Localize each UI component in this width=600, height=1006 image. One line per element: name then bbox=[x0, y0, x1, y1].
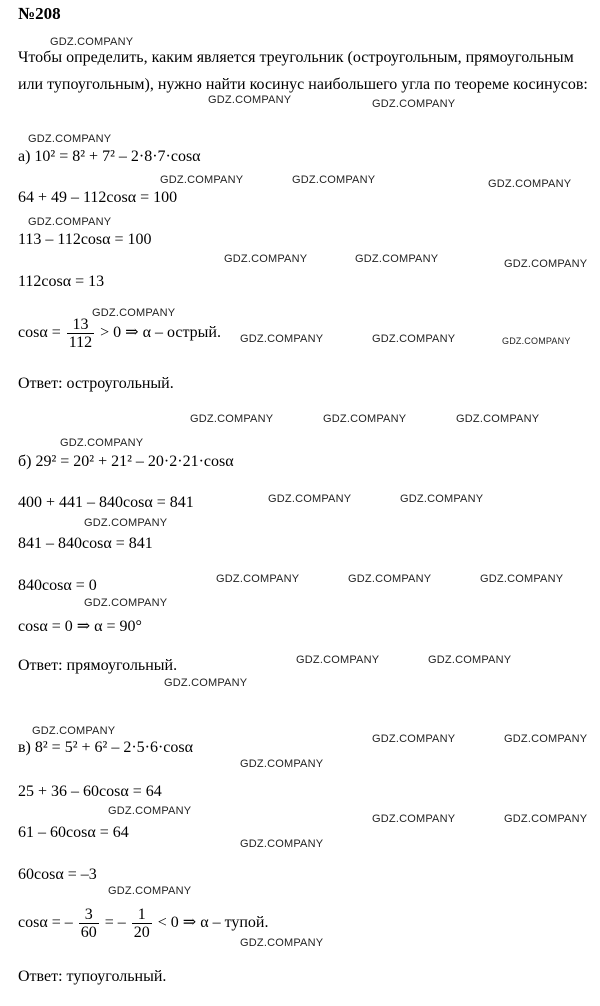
part-b-answer: Ответ: прямоугольный. bbox=[18, 657, 178, 674]
part-c-fraction-2-denominator: 20 bbox=[133, 924, 150, 941]
watermark: GDZ.COMPANY bbox=[355, 253, 439, 265]
watermark: GDZ.COMPANY bbox=[224, 253, 308, 265]
part-b-line-4: 840cosα = 0 bbox=[18, 577, 97, 594]
part-a-line-2: 64 + 49 – 112cosα = 100 bbox=[18, 189, 178, 206]
part-a-line-1: а) 10² = 8² + 7² – 2·8·7·cosα bbox=[18, 148, 201, 165]
part-c-fraction-2-numerator: 1 bbox=[132, 906, 152, 924]
watermark: GDZ.COMPANY bbox=[84, 517, 168, 529]
part-c-equals: = – bbox=[104, 914, 126, 932]
part-a-cos-prefix: cosα = bbox=[18, 324, 61, 342]
watermark: GDZ.COMPANY bbox=[240, 838, 324, 850]
watermark: GDZ.COMPANY bbox=[372, 98, 456, 110]
part-c-line-3: 61 – 60cosα = 64 bbox=[18, 824, 129, 841]
watermark: GDZ.COMPANY bbox=[240, 937, 324, 949]
watermark: GDZ.COMPANY bbox=[504, 813, 588, 825]
watermark: GDZ.COMPANY bbox=[216, 573, 300, 585]
part-c-line-4: 60cosα = –3 bbox=[18, 866, 97, 883]
part-c-line-2: 25 + 36 – 60cosα = 64 bbox=[18, 783, 162, 800]
watermark: GDZ.COMPANY bbox=[208, 94, 292, 106]
watermark: GDZ.COMPANY bbox=[240, 333, 324, 345]
part-c-fraction-1 bbox=[79, 906, 99, 941]
watermark: GDZ.COMPANY bbox=[160, 174, 244, 186]
part-a-fraction-numerator: 13 bbox=[67, 316, 94, 334]
watermark: GDZ.COMPANY bbox=[292, 174, 376, 186]
part-b-line-2: 400 + 441 – 840cosα = 841 bbox=[18, 494, 194, 511]
watermark: GDZ.COMPANY bbox=[400, 493, 484, 505]
watermark: GDZ.COMPANY bbox=[372, 733, 456, 745]
part-c-answer: Ответ: тупоугольный. bbox=[18, 968, 167, 985]
watermark: GDZ.COMPANY bbox=[92, 307, 176, 319]
watermark: GDZ.COMPANY bbox=[50, 36, 134, 48]
watermark: GDZ.COMPANY bbox=[504, 258, 588, 270]
watermark: GDZ.COMPANY bbox=[480, 573, 564, 585]
watermark: GDZ.COMPANY bbox=[28, 133, 112, 145]
watermark: GDZ.COMPANY bbox=[108, 885, 192, 897]
watermark: GDZ.COMPANY bbox=[190, 413, 274, 425]
part-b-line-3: 841 – 840cosα = 841 bbox=[18, 535, 153, 552]
part-c-line-1: в) 8² = 5² + 6² – 2·5·6·cosα bbox=[18, 739, 194, 756]
intro-paragraph: Чтобы определить, каким является треугольник (остроугольным, прямоугольным или тупоугольным), нужно найти косинус наибольшего угла по теореме косинусов: bbox=[18, 49, 588, 93]
watermark: GDZ.COMPANY bbox=[28, 216, 112, 228]
part-a-line-5 bbox=[18, 316, 221, 351]
part-c-conclusion: < 0 ⇒ α – тупой. bbox=[157, 914, 269, 932]
watermark: GDZ.COMPANY bbox=[108, 805, 192, 817]
watermark: GDZ.COMPANY bbox=[372, 813, 456, 825]
watermark: GDZ.COMPANY bbox=[372, 333, 456, 345]
part-c-fraction-2 bbox=[132, 906, 152, 941]
part-b-line-5: cosα = 0 ⇒ α = 90° bbox=[18, 618, 142, 635]
problem-number: №208 bbox=[18, 4, 61, 23]
part-c-fraction-1-numerator: 3 bbox=[79, 906, 99, 924]
part-a-line-4: 112cosα = 13 bbox=[18, 273, 105, 290]
watermark: GDZ.COMPANY bbox=[164, 677, 248, 689]
watermark: GDZ.COMPANY bbox=[488, 178, 572, 190]
watermark: GDZ.COMPANY bbox=[348, 573, 432, 585]
watermark: GDZ.COMPANY bbox=[240, 758, 324, 770]
watermark: GDZ.COMPANY bbox=[504, 733, 588, 745]
part-a-conclusion: > 0 ⇒ α – острый. bbox=[100, 324, 221, 342]
part-a-line-3: 113 – 112cosα = 100 bbox=[18, 231, 152, 248]
part-c-fraction-1-denominator: 60 bbox=[80, 924, 97, 941]
watermark: GDZ.COMPANY bbox=[428, 654, 512, 666]
watermark: GDZ.COMPANY bbox=[323, 413, 407, 425]
part-c-cos-prefix: cosα = – bbox=[18, 914, 73, 932]
part-a-fraction-denominator: 112 bbox=[68, 334, 93, 351]
watermark: GDZ.COMPANY bbox=[502, 336, 571, 346]
watermark: GDZ.COMPANY bbox=[268, 493, 352, 505]
part-a-fraction bbox=[67, 316, 94, 351]
part-b-line-1: б) 29² = 20² + 21² – 20·2·21·cosα bbox=[18, 453, 234, 470]
watermark: GDZ.COMPANY bbox=[296, 654, 380, 666]
watermark: GDZ.COMPANY bbox=[456, 413, 540, 425]
part-a-answer: Ответ: остроугольный. bbox=[18, 375, 174, 392]
watermark: GDZ.COMPANY bbox=[60, 437, 144, 449]
watermark: GDZ.COMPANY bbox=[84, 597, 168, 609]
watermark: GDZ.COMPANY bbox=[32, 725, 116, 737]
part-c-line-5 bbox=[18, 906, 268, 941]
